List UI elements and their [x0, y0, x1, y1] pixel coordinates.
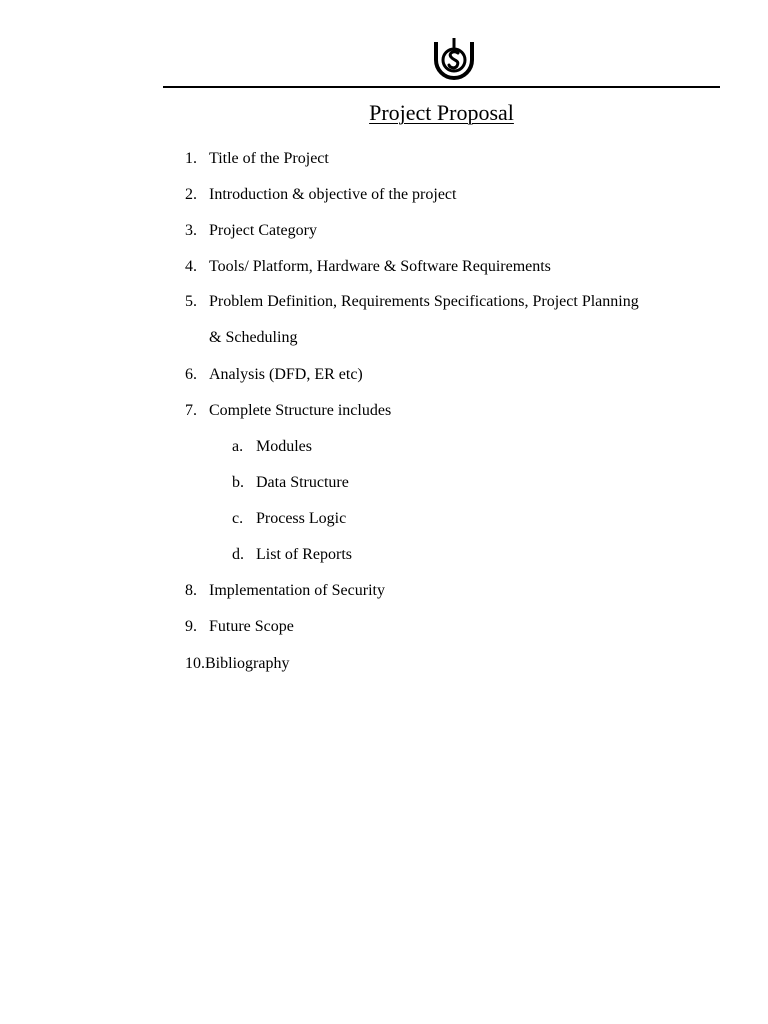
- sub-list-text: Modules: [256, 438, 312, 455]
- sub-list-text: List of Reports: [256, 546, 352, 563]
- sub-list-letter: b.: [232, 474, 244, 491]
- list-text: Title of the Project: [209, 150, 329, 167]
- list-number: 9.: [185, 618, 197, 635]
- list-number: 10.: [185, 655, 205, 672]
- header-divider: [163, 86, 720, 88]
- list-text: Project Category: [209, 222, 317, 239]
- list-number: 8.: [185, 582, 197, 599]
- list-text: Tools/ Platform, Hardware & Software Requirements: [209, 258, 551, 275]
- list-number: 6.: [185, 366, 197, 383]
- list-text: Future Scope: [209, 618, 294, 635]
- university-emblem-icon: [432, 36, 476, 80]
- list-text: Introduction & objective of the project: [209, 186, 457, 203]
- list-number: 3.: [185, 222, 197, 239]
- sub-list-letter: c.: [232, 510, 244, 527]
- sub-list-item: [232, 509, 346, 529]
- sub-list-text: Process Logic: [256, 510, 347, 527]
- list-item: [185, 581, 385, 601]
- list-item: [185, 401, 391, 421]
- list-item: [185, 185, 456, 205]
- sub-list-item: [232, 437, 312, 457]
- sub-list-text: Data Structure: [256, 474, 349, 491]
- list-number: 4.: [185, 258, 197, 275]
- list-number: 5.: [185, 293, 197, 310]
- list-number: 1.: [185, 150, 197, 167]
- list-number: 7.: [185, 402, 197, 419]
- list-item: [185, 365, 363, 385]
- list-item-continuation: & Scheduling: [209, 329, 298, 346]
- list-text: Bibliography: [205, 655, 290, 672]
- list-item: [185, 617, 294, 637]
- page-title: Project Proposal: [369, 100, 514, 125]
- list-text: Analysis (DFD, ER etc): [209, 366, 363, 383]
- list-text: Problem Definition, Requirements Specifications, Project Planning: [209, 293, 639, 310]
- list-item: [185, 654, 289, 674]
- list-text: Implementation of Security: [209, 582, 385, 599]
- list-item: [185, 292, 639, 312]
- list-text: Complete Structure includes: [209, 402, 392, 419]
- list-number: 2.: [185, 186, 197, 203]
- list-item: [185, 257, 551, 277]
- list-item: [185, 149, 329, 169]
- list-item: [185, 221, 317, 241]
- sub-list-letter: a.: [232, 438, 244, 455]
- sub-list-item: [232, 545, 352, 565]
- sub-list-letter: d.: [232, 546, 244, 563]
- sub-list-item: [232, 473, 349, 493]
